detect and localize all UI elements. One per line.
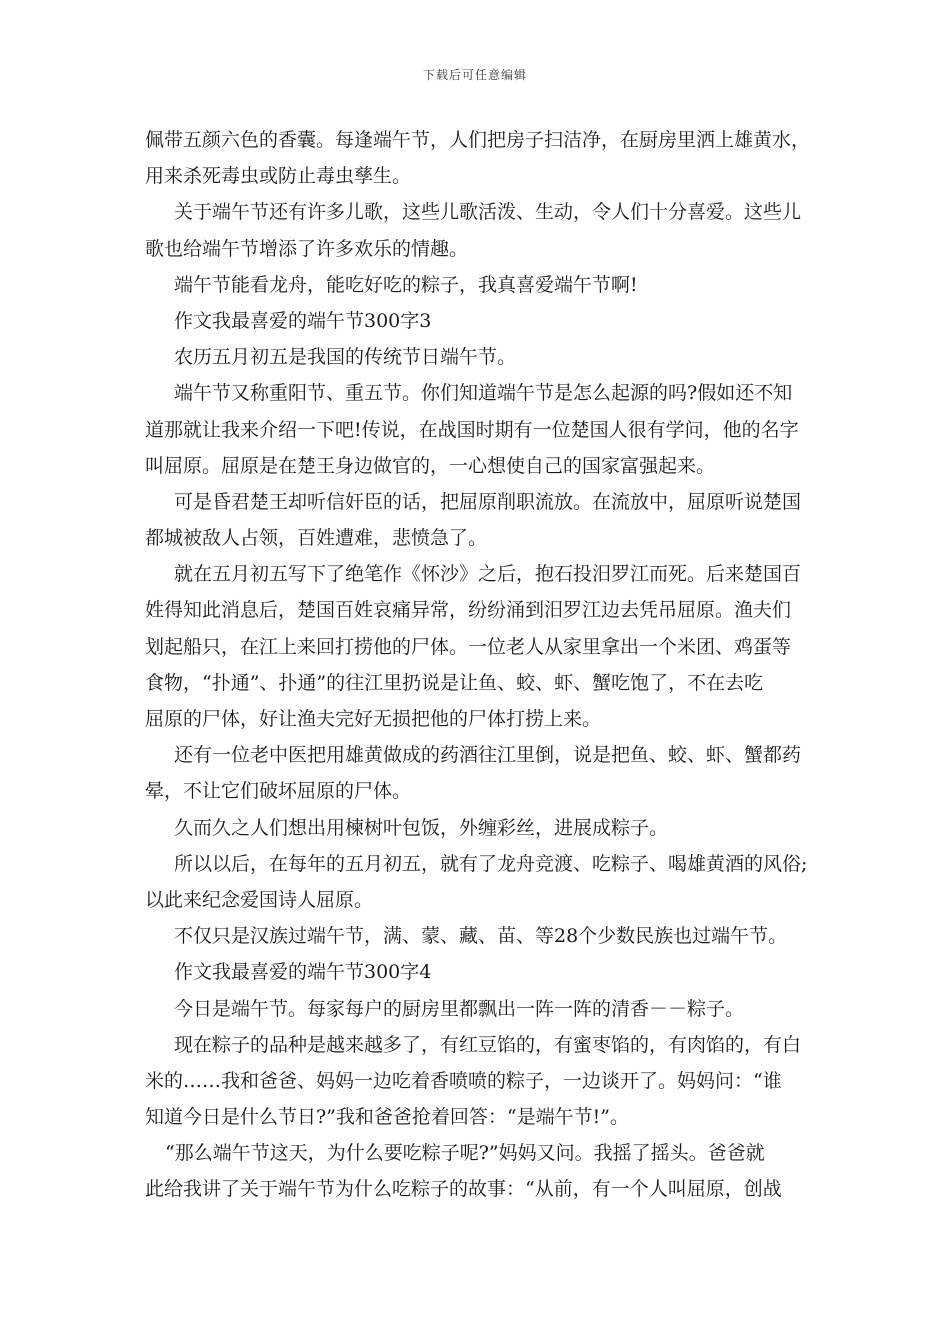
text-line: 还有一位老中医把用雄黄做成的药酒往江里倒，说是把鱼、蛟、虾、蟹都药 (174, 744, 802, 767)
document-body (145, 122, 825, 1208)
text-line: 此给我讲了关于端午节为什么吃粽子的故事：“从前，有一个人叫屈原，创战 (145, 1178, 782, 1201)
text-line: 现在粽子的品种是越来越多了，有红豆馅的，有蜜枣馅的，有肉馅的，有白 (174, 1033, 802, 1056)
text-line: 晕，不让它们破坏屈原的尸体。 (145, 780, 412, 803)
text-line: 都城被敌人占领，百姓遭难，悲愤急了。 (145, 527, 488, 550)
text-line: 食物，“扑通”、扑通”的往江里扔说是让鱼、蛟、虾、蟹吃饱了，不在去吃 (145, 671, 764, 694)
text-line: 农历五月初五是我国的传统节日端午节。 (174, 346, 517, 369)
text-line: 知道今日是什么节日?”我和爸爸抢着回答：“是端午节!”。 (145, 1106, 629, 1129)
text-line: 用来杀死毒虫或防止毒虫孳生。 (145, 165, 412, 188)
text-line: 就在五月初五写下了绝笔作《怀沙》之后，抱石投汨罗江而死。后来楚国百 (174, 563, 802, 586)
text-line: 歌也给端午节增添了许多欢乐的情趣。 (145, 237, 469, 260)
text-line: 久而久之人们想出用楝树叶包饭，外缠彩丝，进展成粽子。 (174, 816, 669, 839)
text-line: 今日是端午节。每家每户的厨房里都飘出一阵一阵的清香－－粽子。 (174, 997, 745, 1020)
text-line: 姓得知此消息后，楚国百姓哀痛异常，纷纷涌到汨罗江边去凭吊屈原。渔夫们 (145, 599, 792, 622)
text-line: 道那就让我来介绍一下吧!传说，在战国时期有一位楚国人很有学问，他的名字 (145, 418, 799, 441)
text-line: 端午节能看龙舟，能吃好吃的粽子，我真喜爱端午节啊! (174, 273, 638, 296)
text-line: 佩带五颜六色的香囊。每逢端午节，人们把房子扫洁净，在厨房里洒上雄黄水， (145, 129, 811, 151)
text-line: 所以以后，在每年的五月初五，就有了龙舟竞渡、吃粽子、喝雄黄酒的风俗; (174, 852, 808, 875)
page-header: 下载后可任意编辑 (422, 68, 527, 82)
text-line: 叫屈原。屈原是在楚王身边做官的，一心想使自己的国家富强起来。 (145, 454, 716, 477)
text-line: 划起船只，在江上来回打捞他的尸体。一位老人从家里拿出一个米团、鸡蛋等 (145, 635, 792, 658)
text-line: “那么端午节这天，为什么要吃粽子呢?”妈妈又问。我摇了摇头。爸爸就 (165, 1142, 765, 1165)
text-line: 以此来纪念爱国诗人屈原。 (145, 888, 374, 911)
text-line: 屈原的尸体，好让渔夫完好无损把他的尸体打捞上来。 (145, 708, 602, 730)
text-line: 不仅只是汉族过端午节，满、蒙、藏、苗、等28个少数民族也过端午节。 (174, 925, 788, 948)
text-line: 可是昏君楚王却听信奸臣的话，把屈原削职流放。在流放中，屈原听说楚国 (174, 490, 802, 513)
text-line: 作文我最喜爱的端午节300字4 (174, 961, 432, 984)
text-line: 作文我最喜爱的端午节300字3 (174, 309, 432, 332)
text-line: 关于端午节还有许多儿歌，这些儿歌活泼、生动，令人们十分喜爱。这些儿 (174, 201, 802, 224)
text-line: 端午节又称重阳节、重五节。你们知道端午节是怎么起源的吗?假如还不知 (174, 382, 793, 405)
text-line: 米的……我和爸爸、妈妈一边吃着香喷喷的粽子，一边谈开了。妈妈问：“谁 (145, 1069, 782, 1092)
